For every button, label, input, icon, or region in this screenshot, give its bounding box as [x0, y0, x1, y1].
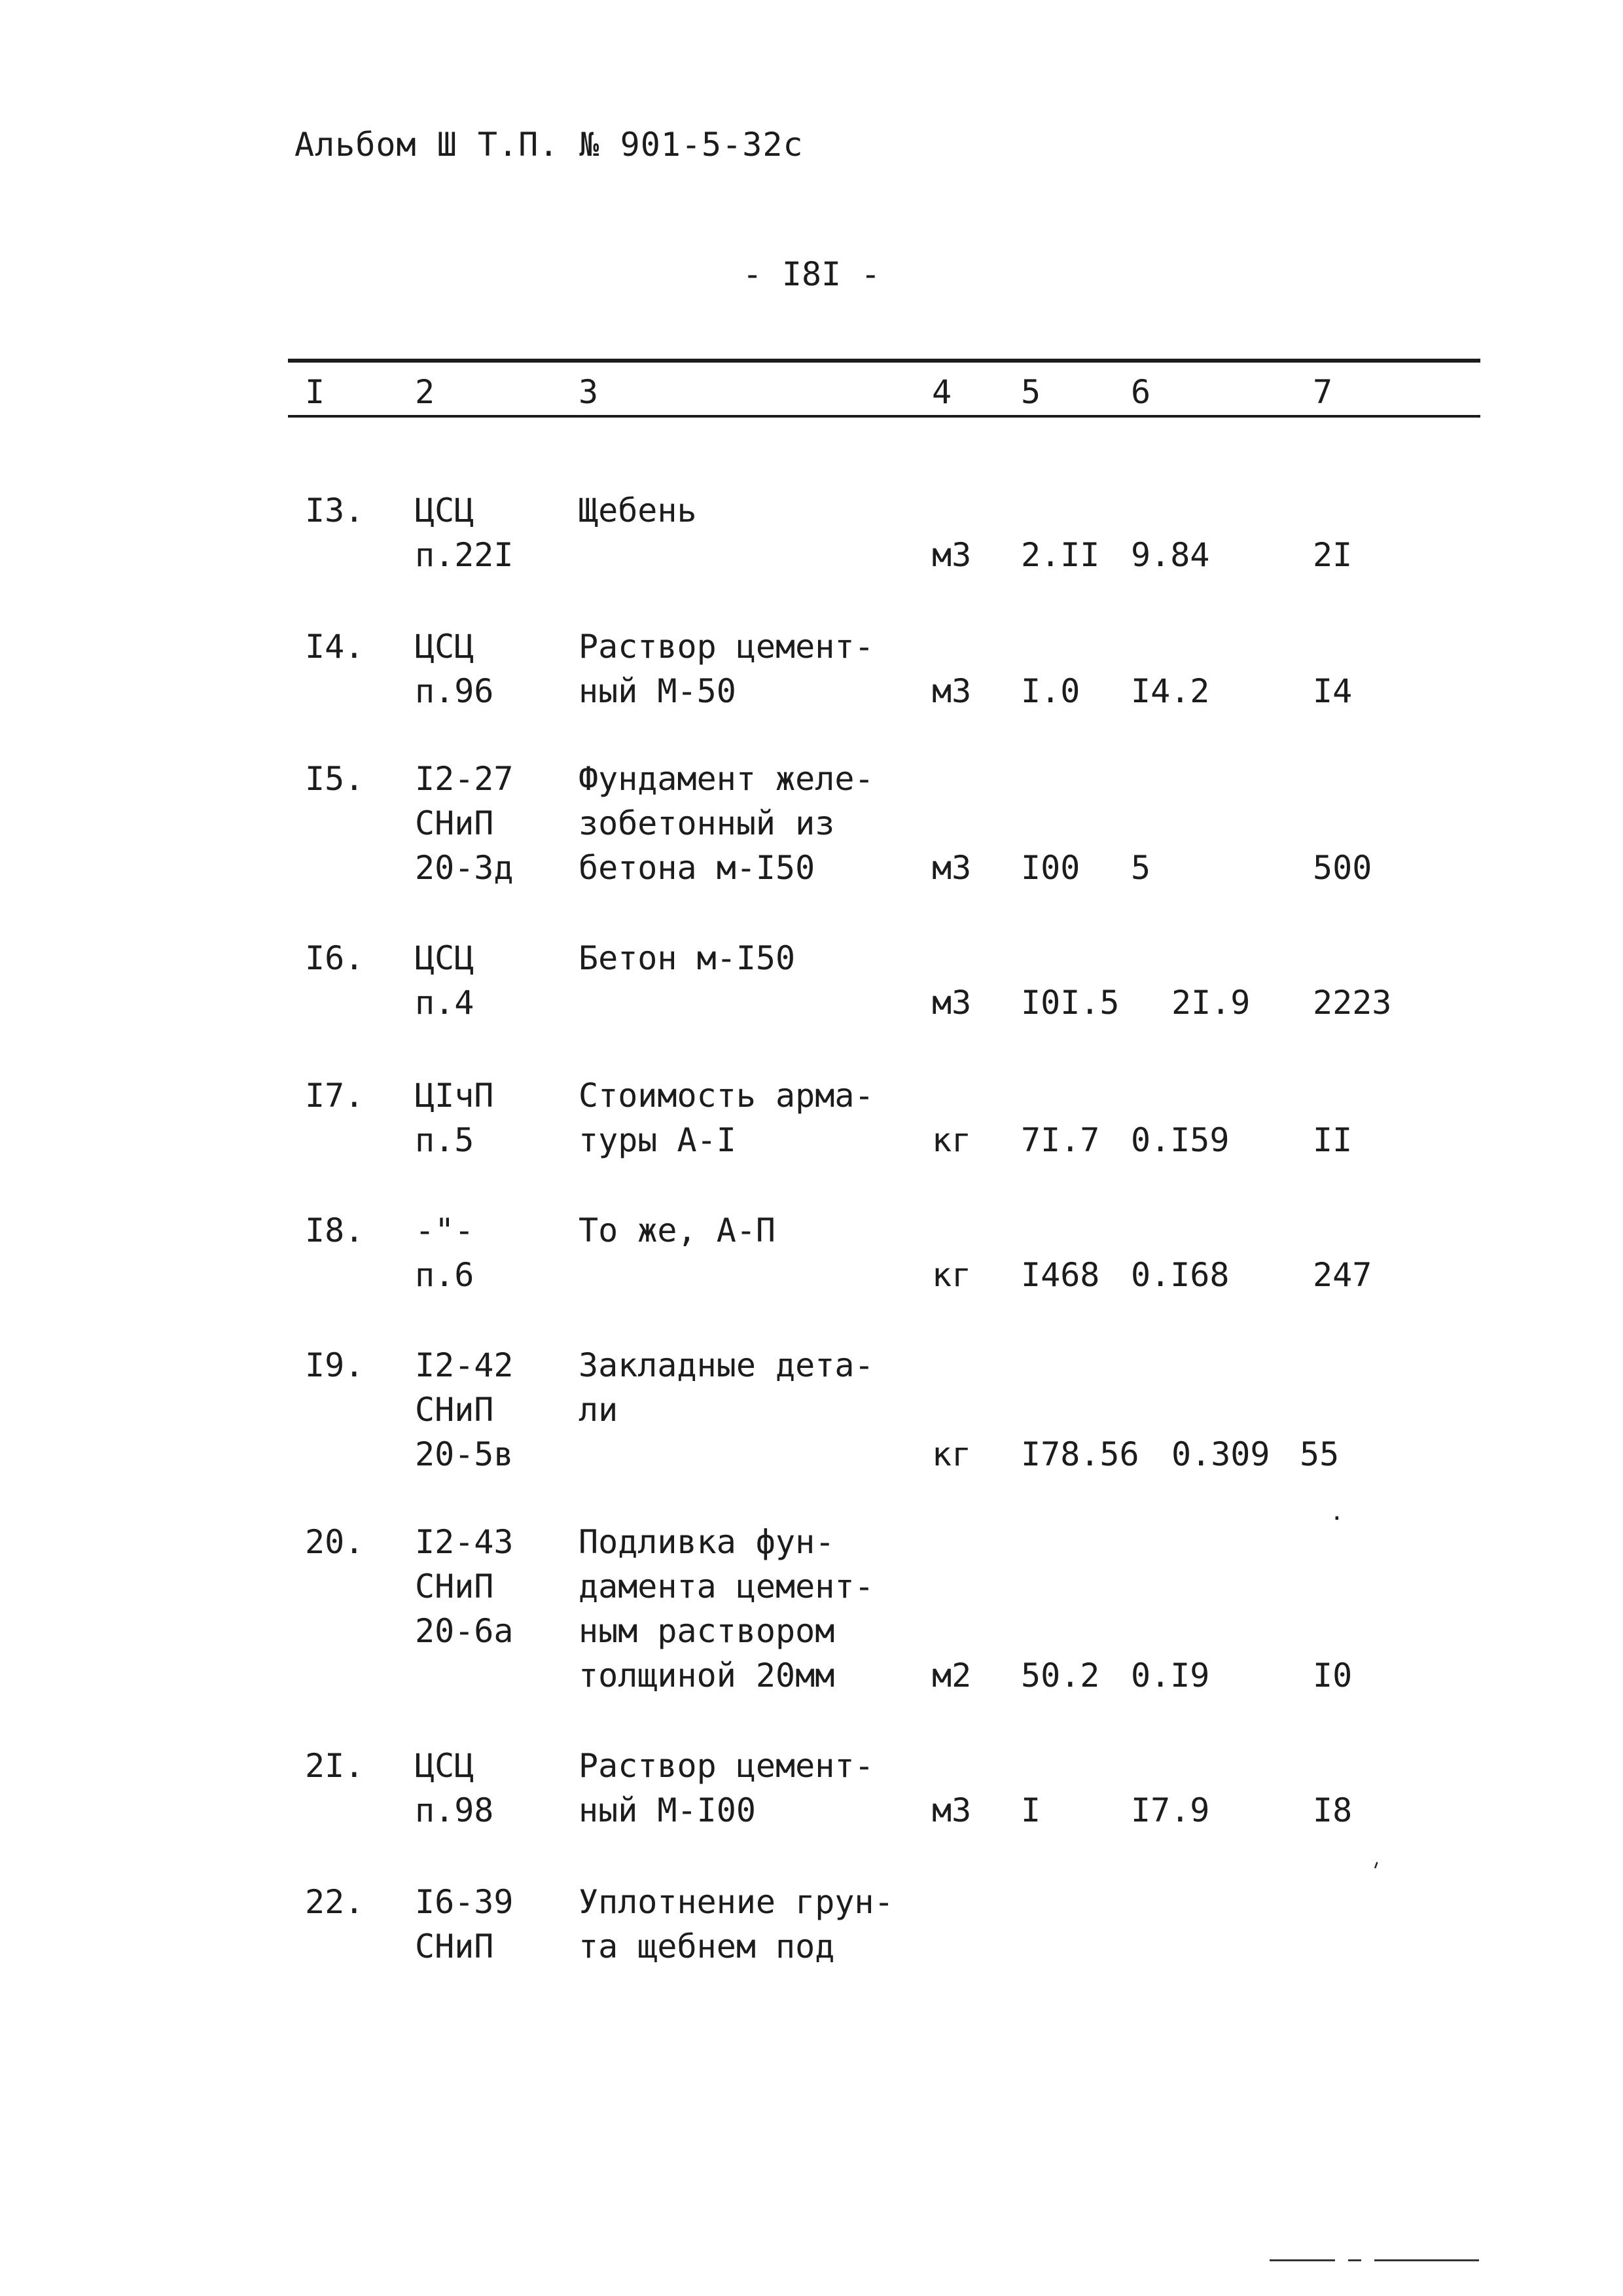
signature-line-segment	[1374, 2259, 1479, 2261]
row-number: I5.	[305, 760, 365, 798]
signature-line-segment	[1270, 2259, 1335, 2261]
scan-mark-dot: ·	[1330, 1505, 1344, 1532]
row-source: I2-43 СНиП 20-6а	[415, 1523, 514, 1650]
row-source: I2-42 СНиП 20-5в	[415, 1346, 514, 1473]
row-source: ЦСЦ п.22I	[415, 492, 514, 574]
row-number: I8.	[305, 1211, 365, 1249]
row-name: Бетон м-I50	[579, 939, 796, 977]
row-name: Закладные дета- ли	[579, 1346, 874, 1429]
row-name: Фундамент желе- зобетонный из бетона м-I50	[579, 760, 874, 887]
row-name: Стоимость арма- туры А-I	[579, 1077, 874, 1159]
row-name: Подливка фун- дамента цемент- ным раствором толщиной 20мм	[579, 1523, 874, 1695]
row-name: Уплотнение грун- та щебнем под	[579, 1883, 894, 1965]
row-unit-price: I4.2	[1131, 672, 1210, 710]
row-number: 20.	[305, 1523, 365, 1561]
row-unit: м3	[932, 1791, 972, 1829]
row-unit: м3	[932, 672, 972, 710]
row-number: I6.	[305, 939, 365, 977]
row-unit-price: 9.84	[1131, 536, 1210, 574]
row-quantity: I00	[1021, 849, 1080, 887]
row-quantity: I.0	[1021, 672, 1080, 710]
row-number: I4.	[305, 628, 365, 666]
album-header: Альбом Ш Т.П. № 901-5-32с	[294, 126, 804, 164]
page-number: - I8I -	[742, 255, 881, 293]
row-source: -"- п.6	[415, 1211, 474, 1294]
row-total: 247	[1313, 1256, 1372, 1294]
row-unit-price: 2I.9	[1171, 984, 1251, 1022]
row-number: 22.	[305, 1883, 365, 1921]
row-quantity: 2.II	[1021, 536, 1100, 574]
row-unit: м3	[932, 849, 972, 887]
row-name: Щебень	[579, 492, 697, 529]
row-quantity: I468	[1021, 1256, 1100, 1294]
row-unit-price: 0.I68	[1131, 1256, 1230, 1294]
row-total: 2I	[1313, 536, 1353, 574]
row-source: I6-39 СНиП	[415, 1883, 514, 1965]
column-header-1: I	[305, 373, 325, 411]
row-total: I8	[1313, 1791, 1353, 1829]
row-quantity: 50.2	[1021, 1657, 1100, 1695]
row-unit-price: 0.309	[1171, 1435, 1270, 1473]
row-source: ЦСЦ п.96	[415, 628, 494, 710]
row-number: 2I.	[305, 1747, 365, 1785]
row-quantity: 7I.7	[1021, 1121, 1100, 1159]
row-source: ЦIчП п.5	[415, 1077, 494, 1159]
column-header-5: 5	[1021, 373, 1041, 411]
row-number: I3.	[305, 492, 365, 529]
scan-mark-tick: ˌ	[1367, 1842, 1391, 1873]
row-name: Раствор цемент- ный М-50	[579, 628, 874, 710]
row-unit-price: 0.I9	[1131, 1657, 1210, 1695]
row-unit: кг	[932, 1256, 972, 1294]
row-unit: кг	[932, 1121, 972, 1159]
row-total: I0	[1313, 1657, 1353, 1695]
row-unit: м2	[932, 1657, 972, 1695]
row-name: Раствор цемент- ный М-I00	[579, 1747, 874, 1829]
row-source: ЦСЦ п.4	[415, 939, 474, 1022]
table-top-rule	[288, 359, 1480, 363]
row-unit-price: 0.I59	[1131, 1121, 1230, 1159]
row-total: 55	[1300, 1435, 1340, 1473]
table-header-rule	[288, 415, 1480, 418]
row-unit: м3	[932, 536, 972, 574]
column-header-6: 6	[1131, 373, 1151, 411]
row-quantity: I	[1021, 1791, 1041, 1829]
row-unit-price: I7.9	[1131, 1791, 1210, 1829]
row-total: I4	[1313, 672, 1353, 710]
row-unit-price: 5	[1131, 849, 1151, 887]
column-header-7: 7	[1313, 373, 1333, 411]
row-total: 500	[1313, 849, 1372, 887]
column-header-4: 4	[932, 373, 952, 411]
row-source: I2-27 СНиП 20-3д	[415, 760, 514, 887]
column-header-2: 2	[415, 373, 435, 411]
column-header-3: 3	[579, 373, 599, 411]
row-name: То же, А-П	[579, 1211, 776, 1249]
row-quantity: I0I.5	[1021, 984, 1120, 1022]
row-number: I9.	[305, 1346, 365, 1384]
row-unit: м3	[932, 984, 972, 1022]
row-quantity: I78.56	[1021, 1435, 1139, 1473]
row-total: II	[1313, 1121, 1353, 1159]
row-total: 2223	[1313, 984, 1392, 1022]
row-number: I7.	[305, 1077, 365, 1115]
row-unit: кг	[932, 1435, 972, 1473]
signature-line-segment	[1348, 2259, 1361, 2261]
row-source: ЦСЦ п.98	[415, 1747, 494, 1829]
